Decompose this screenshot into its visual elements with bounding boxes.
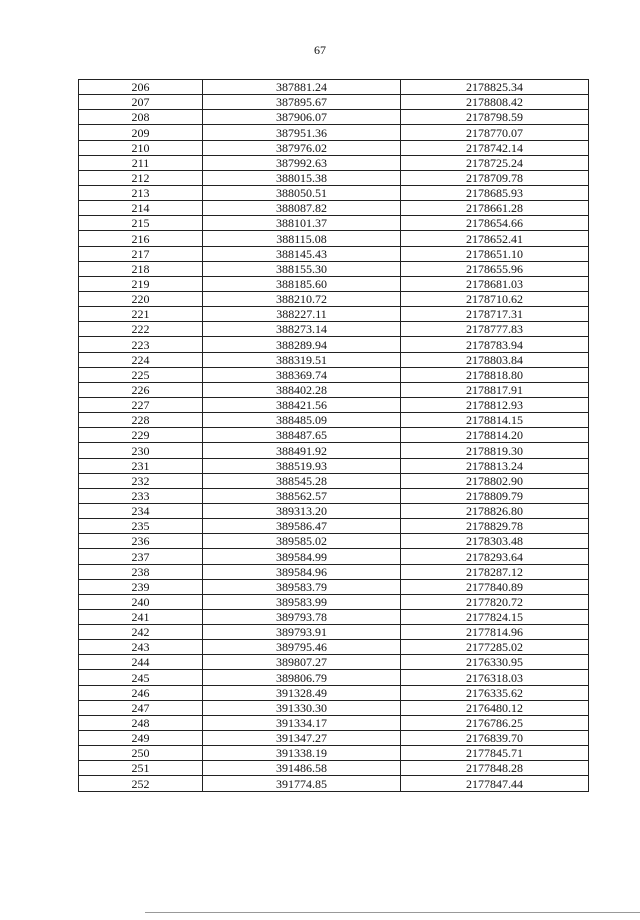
x-coordinate-cell: 388145.43	[203, 246, 401, 261]
table-row	[79, 322, 589, 337]
table-row	[79, 776, 589, 791]
point-number-cell: 246	[79, 685, 203, 700]
table-row	[79, 201, 589, 216]
page-bottom-rule	[145, 912, 640, 913]
table-row	[79, 625, 589, 640]
point-number-cell: 232	[79, 473, 203, 488]
y-coordinate-cell: 2176839.70	[401, 731, 589, 746]
point-number-cell: 240	[79, 594, 203, 609]
table-row	[79, 261, 589, 276]
point-number-cell: 213	[79, 185, 203, 200]
y-coordinate-cell: 2178654.66	[401, 216, 589, 231]
x-coordinate-cell: 388015.38	[203, 170, 401, 185]
y-coordinate-cell: 2178818.80	[401, 367, 589, 382]
point-number-cell: 206	[79, 80, 203, 95]
table-row	[79, 337, 589, 352]
y-coordinate-cell: 2177285.02	[401, 640, 589, 655]
point-number-cell: 243	[79, 640, 203, 655]
table-row	[79, 670, 589, 685]
x-coordinate-cell: 388562.57	[203, 488, 401, 503]
point-number-cell: 218	[79, 261, 203, 276]
point-number-cell: 217	[79, 246, 203, 261]
y-coordinate-cell: 2178725.24	[401, 155, 589, 170]
table-row	[79, 413, 589, 428]
point-number-cell: 249	[79, 731, 203, 746]
table-row	[79, 488, 589, 503]
x-coordinate-cell: 387992.63	[203, 155, 401, 170]
point-number-cell: 235	[79, 519, 203, 534]
table-row	[79, 367, 589, 382]
table-row	[79, 155, 589, 170]
table-row	[79, 473, 589, 488]
table-row	[79, 443, 589, 458]
x-coordinate-cell: 388421.56	[203, 397, 401, 412]
y-coordinate-cell: 2176330.95	[401, 655, 589, 670]
table-row	[79, 594, 589, 609]
x-coordinate-cell: 388210.72	[203, 291, 401, 306]
table-row	[79, 761, 589, 776]
x-coordinate-cell: 388185.60	[203, 276, 401, 291]
point-number-cell: 208	[79, 110, 203, 125]
x-coordinate-cell: 388485.09	[203, 413, 401, 428]
y-coordinate-cell: 2178681.03	[401, 276, 589, 291]
table-row	[79, 534, 589, 549]
table-row	[79, 80, 589, 95]
point-number-cell: 242	[79, 625, 203, 640]
y-coordinate-cell: 2177848.28	[401, 761, 589, 776]
y-coordinate-cell: 2178829.78	[401, 519, 589, 534]
y-coordinate-cell: 2176480.12	[401, 700, 589, 715]
table-row	[79, 140, 589, 155]
point-number-cell: 247	[79, 700, 203, 715]
y-coordinate-cell: 2176786.25	[401, 715, 589, 730]
table-row	[79, 428, 589, 443]
x-coordinate-cell: 387881.24	[203, 80, 401, 95]
point-number-cell: 207	[79, 95, 203, 110]
table-row	[79, 549, 589, 564]
y-coordinate-cell: 2178783.94	[401, 337, 589, 352]
point-number-cell: 239	[79, 579, 203, 594]
x-coordinate-cell: 388087.82	[203, 201, 401, 216]
y-coordinate-cell: 2177845.71	[401, 746, 589, 761]
x-coordinate-cell: 388545.28	[203, 473, 401, 488]
x-coordinate-cell: 389584.96	[203, 564, 401, 579]
y-coordinate-cell: 2178710.62	[401, 291, 589, 306]
x-coordinate-cell: 389584.99	[203, 549, 401, 564]
table-row	[79, 246, 589, 261]
point-number-cell: 228	[79, 413, 203, 428]
x-coordinate-cell: 388487.65	[203, 428, 401, 443]
y-coordinate-cell: 2176335.62	[401, 685, 589, 700]
point-number-cell: 230	[79, 443, 203, 458]
y-coordinate-cell: 2178802.90	[401, 473, 589, 488]
x-coordinate-cell: 388402.28	[203, 382, 401, 397]
table-row	[79, 655, 589, 670]
x-coordinate-cell: 389807.27	[203, 655, 401, 670]
page-number: 67	[314, 43, 326, 57]
point-number-cell: 227	[79, 397, 203, 412]
x-coordinate-cell: 388101.37	[203, 216, 401, 231]
x-coordinate-cell: 391774.85	[203, 776, 401, 791]
table-row	[79, 640, 589, 655]
x-coordinate-cell: 388519.93	[203, 458, 401, 473]
x-coordinate-cell: 391347.27	[203, 731, 401, 746]
y-coordinate-cell: 2178798.59	[401, 110, 589, 125]
y-coordinate-cell: 2178655.96	[401, 261, 589, 276]
y-coordinate-cell: 2176318.03	[401, 670, 589, 685]
table-row	[79, 352, 589, 367]
point-number-cell: 223	[79, 337, 203, 352]
table-row	[79, 519, 589, 534]
table-row	[79, 579, 589, 594]
x-coordinate-cell: 388115.08	[203, 231, 401, 246]
y-coordinate-cell: 2178709.78	[401, 170, 589, 185]
coordinate-table-body	[79, 80, 589, 792]
x-coordinate-cell: 388289.94	[203, 337, 401, 352]
y-coordinate-cell: 2178826.80	[401, 503, 589, 518]
y-coordinate-cell: 2178808.42	[401, 95, 589, 110]
x-coordinate-cell: 391328.49	[203, 685, 401, 700]
point-number-cell: 222	[79, 322, 203, 337]
x-coordinate-cell: 388155.30	[203, 261, 401, 276]
point-number-cell: 215	[79, 216, 203, 231]
x-coordinate-cell: 388227.11	[203, 307, 401, 322]
y-coordinate-cell: 2177840.89	[401, 579, 589, 594]
y-coordinate-cell: 2178287.12	[401, 564, 589, 579]
table-row	[79, 685, 589, 700]
point-number-cell: 221	[79, 307, 203, 322]
y-coordinate-cell: 2178770.07	[401, 125, 589, 140]
x-coordinate-cell: 387951.36	[203, 125, 401, 140]
table-row	[79, 564, 589, 579]
point-number-cell: 219	[79, 276, 203, 291]
point-number-cell: 216	[79, 231, 203, 246]
point-number-cell: 245	[79, 670, 203, 685]
x-coordinate-cell: 389585.02	[203, 534, 401, 549]
point-number-cell: 209	[79, 125, 203, 140]
x-coordinate-cell: 389806.79	[203, 670, 401, 685]
point-number-cell: 237	[79, 549, 203, 564]
point-number-cell: 238	[79, 564, 203, 579]
y-coordinate-cell: 2178777.83	[401, 322, 589, 337]
x-coordinate-cell: 389793.91	[203, 625, 401, 640]
x-coordinate-cell: 391338.19	[203, 746, 401, 761]
x-coordinate-cell: 387976.02	[203, 140, 401, 155]
table-row	[79, 731, 589, 746]
point-number-cell: 229	[79, 428, 203, 443]
x-coordinate-cell: 389313.20	[203, 503, 401, 518]
table-row	[79, 503, 589, 518]
table-row	[79, 276, 589, 291]
x-coordinate-cell: 389583.99	[203, 594, 401, 609]
point-number-cell: 248	[79, 715, 203, 730]
table-row	[79, 170, 589, 185]
point-number-cell: 211	[79, 155, 203, 170]
point-number-cell: 224	[79, 352, 203, 367]
y-coordinate-cell: 2178803.84	[401, 352, 589, 367]
table-row	[79, 231, 589, 246]
point-number-cell: 210	[79, 140, 203, 155]
table-row	[79, 125, 589, 140]
x-coordinate-cell: 389583.79	[203, 579, 401, 594]
table-row	[79, 700, 589, 715]
point-number-cell: 220	[79, 291, 203, 306]
x-coordinate-cell: 388050.51	[203, 185, 401, 200]
y-coordinate-cell: 2177847.44	[401, 776, 589, 791]
point-number-cell: 244	[79, 655, 203, 670]
x-coordinate-cell: 391334.17	[203, 715, 401, 730]
x-coordinate-cell: 388319.51	[203, 352, 401, 367]
y-coordinate-cell: 2178651.10	[401, 246, 589, 261]
table-row	[79, 382, 589, 397]
y-coordinate-cell: 2178652.41	[401, 231, 589, 246]
y-coordinate-cell: 2178661.28	[401, 201, 589, 216]
point-number-cell: 214	[79, 201, 203, 216]
table-row	[79, 307, 589, 322]
x-coordinate-cell: 388369.74	[203, 367, 401, 382]
table-row	[79, 609, 589, 624]
y-coordinate-cell: 2178809.79	[401, 488, 589, 503]
y-coordinate-cell: 2178293.64	[401, 549, 589, 564]
y-coordinate-cell: 2178717.31	[401, 307, 589, 322]
table-row	[79, 95, 589, 110]
point-number-cell: 241	[79, 609, 203, 624]
x-coordinate-cell: 388273.14	[203, 322, 401, 337]
point-number-cell: 233	[79, 488, 203, 503]
y-coordinate-cell: 2178742.14	[401, 140, 589, 155]
point-number-cell: 225	[79, 367, 203, 382]
table-row	[79, 216, 589, 231]
point-number-cell: 252	[79, 776, 203, 791]
x-coordinate-cell: 387906.07	[203, 110, 401, 125]
table-row	[79, 291, 589, 306]
x-coordinate-cell: 391330.30	[203, 700, 401, 715]
point-number-cell: 226	[79, 382, 203, 397]
table-row	[79, 458, 589, 473]
y-coordinate-cell: 2177820.72	[401, 594, 589, 609]
x-coordinate-cell: 387895.67	[203, 95, 401, 110]
point-number-cell: 212	[79, 170, 203, 185]
coordinate-table	[78, 79, 589, 792]
y-coordinate-cell: 2178817.91	[401, 382, 589, 397]
x-coordinate-cell: 391486.58	[203, 761, 401, 776]
table-row	[79, 110, 589, 125]
point-number-cell: 234	[79, 503, 203, 518]
point-number-cell: 251	[79, 761, 203, 776]
y-coordinate-cell: 2178819.30	[401, 443, 589, 458]
y-coordinate-cell: 2178685.93	[401, 185, 589, 200]
table-row	[79, 746, 589, 761]
y-coordinate-cell: 2177814.96	[401, 625, 589, 640]
y-coordinate-cell: 2178814.20	[401, 428, 589, 443]
y-coordinate-cell: 2178814.15	[401, 413, 589, 428]
y-coordinate-cell: 2178812.93	[401, 397, 589, 412]
x-coordinate-cell: 389795.46	[203, 640, 401, 655]
x-coordinate-cell: 389586.47	[203, 519, 401, 534]
x-coordinate-cell: 388491.92	[203, 443, 401, 458]
y-coordinate-cell: 2178303.48	[401, 534, 589, 549]
table-row	[79, 715, 589, 730]
y-coordinate-cell: 2177824.15	[401, 609, 589, 624]
table-row	[79, 397, 589, 412]
point-number-cell: 231	[79, 458, 203, 473]
y-coordinate-cell: 2178825.34	[401, 80, 589, 95]
point-number-cell: 250	[79, 746, 203, 761]
x-coordinate-cell: 389793.78	[203, 609, 401, 624]
y-coordinate-cell: 2178813.24	[401, 458, 589, 473]
table-row	[79, 185, 589, 200]
point-number-cell: 236	[79, 534, 203, 549]
